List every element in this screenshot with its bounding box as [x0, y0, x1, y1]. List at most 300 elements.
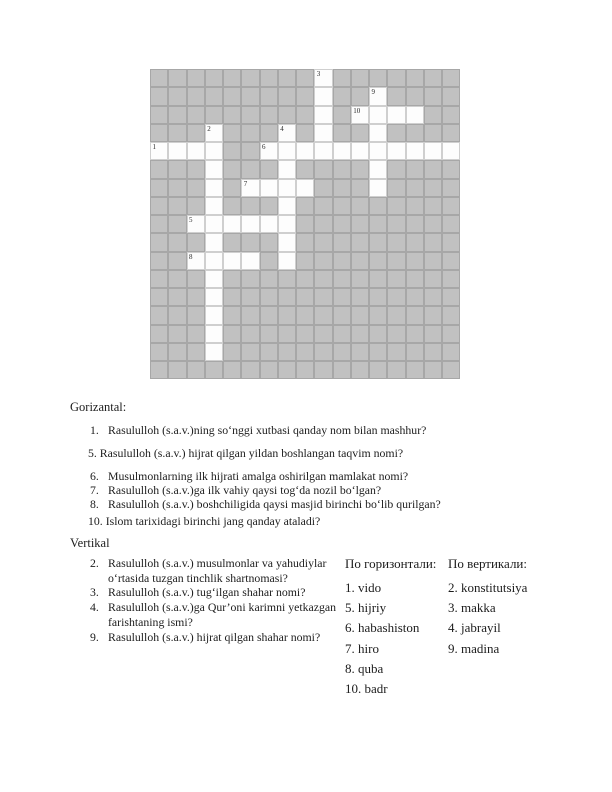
crossword-cell-blocked — [333, 69, 351, 87]
crossword-cell-blocked — [406, 124, 424, 142]
crossword-cell-blocked — [150, 124, 168, 142]
crossword-cell-blocked — [168, 179, 186, 197]
crossword-cell-blocked — [387, 215, 405, 233]
crossword-cell-blocked — [260, 361, 278, 379]
crossword-cell-blocked — [278, 288, 296, 306]
crossword-cell-blocked — [187, 233, 205, 251]
crossword-cell-blocked — [150, 106, 168, 124]
crossword-cell-blocked — [369, 288, 387, 306]
crossword-cell-blocked — [442, 361, 460, 379]
crossword-cell-blocked — [241, 306, 259, 324]
crossword-cell-open — [205, 252, 223, 270]
question — [90, 423, 510, 437]
crossword-cell-open — [223, 252, 241, 270]
question — [90, 469, 510, 483]
crossword-cell-blocked — [351, 197, 369, 215]
crossword-cell-blocked — [442, 343, 460, 361]
crossword-cell-blocked — [150, 325, 168, 343]
crossword-cell-blocked — [187, 69, 205, 87]
crossword-cell-blocked — [314, 160, 332, 178]
crossword-cell-blocked — [333, 106, 351, 124]
crossword-clue-number: 8 — [189, 252, 193, 261]
crossword-cell-blocked — [241, 233, 259, 251]
crossword-cell-open — [314, 124, 332, 142]
crossword-cell-blocked — [369, 270, 387, 288]
answer-key-down-list — [448, 580, 566, 656]
crossword-cell-open — [241, 179, 259, 197]
crossword-cell-blocked — [387, 306, 405, 324]
crossword-cell-open — [205, 343, 223, 361]
answer-item: 4. jabrayil — [448, 620, 501, 636]
crossword-cell-blocked — [241, 106, 259, 124]
crossword-cell-blocked — [150, 270, 168, 288]
crossword-cell-blocked — [406, 215, 424, 233]
answer-item: 9. madina — [448, 640, 500, 656]
crossword-cell-blocked — [187, 124, 205, 142]
crossword-cell-blocked — [314, 233, 332, 251]
crossword-cell-blocked — [406, 288, 424, 306]
crossword-cell-blocked — [333, 270, 351, 288]
crossword-cell-open — [260, 215, 278, 233]
crossword-cell-blocked — [351, 87, 369, 105]
crossword-cell-blocked — [260, 343, 278, 361]
crossword-cell-blocked — [223, 142, 241, 160]
crossword-clue-number: 10 — [353, 106, 361, 115]
crossword-cell-blocked — [406, 343, 424, 361]
crossword-cell-blocked — [314, 288, 332, 306]
crossword-cell-blocked — [351, 69, 369, 87]
crossword-cell-blocked — [424, 288, 442, 306]
crossword-cell-blocked — [314, 197, 332, 215]
crossword-cell-open — [205, 215, 223, 233]
crossword-cell-blocked — [223, 270, 241, 288]
crossword-cell-open — [314, 106, 332, 124]
crossword-cell-blocked — [168, 306, 186, 324]
crossword-cell-open — [241, 215, 259, 233]
crossword-cell-blocked — [442, 87, 460, 105]
crossword-cell-blocked — [223, 124, 241, 142]
crossword-cell-blocked — [387, 343, 405, 361]
crossword-cell-blocked — [333, 252, 351, 270]
crossword-cell-blocked — [369, 343, 387, 361]
crossword-cell-blocked — [387, 179, 405, 197]
crossword-cell-open — [387, 106, 405, 124]
crossword-cell-blocked — [296, 343, 314, 361]
crossword-cell-blocked — [351, 361, 369, 379]
crossword-cell-blocked — [442, 179, 460, 197]
crossword-cell-open — [278, 252, 296, 270]
crossword-cell-open — [205, 197, 223, 215]
horizontal-section-heading: Gorizantal: — [70, 400, 127, 414]
crossword-cell-blocked — [387, 252, 405, 270]
crossword-cell-open — [205, 233, 223, 251]
crossword-cell-open — [223, 215, 241, 233]
crossword-cell-blocked — [351, 270, 369, 288]
crossword-cell-blocked — [296, 252, 314, 270]
crossword-cell-blocked — [187, 87, 205, 105]
crossword-cell-open — [296, 179, 314, 197]
crossword-cell-blocked — [314, 343, 332, 361]
crossword-cell-blocked — [296, 233, 314, 251]
crossword-cell-blocked — [387, 361, 405, 379]
crossword-cell-blocked — [168, 124, 186, 142]
crossword-cell-blocked — [406, 361, 424, 379]
crossword-cell-blocked — [205, 106, 223, 124]
crossword-cell-blocked — [205, 69, 223, 87]
crossword-cell-blocked — [406, 325, 424, 343]
crossword-cell-open — [278, 142, 296, 160]
crossword-cell-blocked — [333, 197, 351, 215]
crossword-cell-open — [205, 124, 223, 142]
crossword-cell-blocked — [369, 325, 387, 343]
crossword-cell-blocked — [168, 160, 186, 178]
crossword-cell-open — [278, 215, 296, 233]
crossword-cell-blocked — [205, 361, 223, 379]
crossword-cell-blocked — [369, 215, 387, 233]
crossword-cell-blocked — [387, 270, 405, 288]
crossword-cell-blocked — [424, 270, 442, 288]
crossword-cell-blocked — [241, 87, 259, 105]
question — [90, 483, 510, 497]
crossword-clue-number: 7 — [243, 179, 248, 188]
crossword-cell-blocked — [442, 306, 460, 324]
crossword-cell-blocked — [424, 106, 442, 124]
crossword-cell-open — [168, 142, 186, 160]
crossword-cell-blocked — [241, 69, 259, 87]
vertical-section-heading: Vertikal — [70, 536, 110, 550]
crossword-cell-blocked — [351, 233, 369, 251]
crossword-cell-blocked — [223, 106, 241, 124]
answer-key-down-title: По вертикали: — [448, 556, 527, 571]
crossword-cell-blocked — [241, 343, 259, 361]
answer-item: 10. badr — [345, 681, 388, 697]
crossword-cell-blocked — [424, 252, 442, 270]
crossword-cell-blocked — [296, 87, 314, 105]
crossword-cell-blocked — [406, 197, 424, 215]
vertical-questions — [90, 556, 348, 644]
crossword-cell-blocked — [278, 325, 296, 343]
crossword-cell-blocked — [442, 106, 460, 124]
crossword-cell-blocked — [333, 160, 351, 178]
crossword-cell-blocked — [168, 343, 186, 361]
crossword-cell-blocked — [241, 142, 259, 160]
crossword-cell-blocked — [223, 306, 241, 324]
crossword-cell-open — [278, 233, 296, 251]
crossword-cell-blocked — [296, 361, 314, 379]
crossword-cell-blocked — [351, 124, 369, 142]
crossword-cell-blocked — [223, 233, 241, 251]
crossword-cell-blocked — [333, 288, 351, 306]
crossword-cell-open — [369, 160, 387, 178]
crossword-cell-blocked — [223, 69, 241, 87]
crossword-cell-blocked — [387, 325, 405, 343]
crossword-cell-blocked — [205, 87, 223, 105]
crossword-cell-blocked — [369, 306, 387, 324]
answer-key-across-list — [345, 580, 445, 697]
crossword-cell-blocked — [150, 215, 168, 233]
crossword-cell-blocked — [223, 87, 241, 105]
crossword-cell-blocked — [260, 87, 278, 105]
crossword-cell-blocked — [424, 69, 442, 87]
crossword-cell-blocked — [333, 124, 351, 142]
crossword-cell-open — [278, 124, 296, 142]
question-number: 3. — [90, 585, 99, 600]
question-number: 9. — [90, 629, 99, 644]
crossword-cell-open — [241, 252, 259, 270]
crossword-cell-blocked — [387, 233, 405, 251]
crossword-cell-blocked — [168, 288, 186, 306]
crossword-cell-blocked — [296, 197, 314, 215]
crossword-cell-open — [314, 69, 332, 87]
crossword-cell-blocked — [187, 106, 205, 124]
crossword-cell-open — [351, 106, 369, 124]
question-text: Rasululloh (s.a.v.)ga ilk vahiy qaysi tog‘da nozil bo‘lgan? — [108, 483, 382, 497]
crossword-cell-blocked — [424, 343, 442, 361]
crossword-cell-blocked — [241, 325, 259, 343]
crossword-cell-blocked — [351, 306, 369, 324]
crossword-cell-open — [278, 197, 296, 215]
crossword-cell-open — [187, 142, 205, 160]
crossword-cell-blocked — [369, 69, 387, 87]
crossword-clue-number: 3 — [316, 70, 321, 78]
crossword-cell-open — [278, 160, 296, 178]
crossword-cell-blocked — [369, 252, 387, 270]
crossword-cell-blocked — [260, 270, 278, 288]
crossword-cell-blocked — [296, 124, 314, 142]
crossword-cell-blocked — [424, 197, 442, 215]
question-text: Rasululloh (s.a.v.) boshchiligida qaysi masjid birinchi bo‘lib qurilgan? — [108, 497, 441, 511]
crossword-cell-blocked — [296, 288, 314, 306]
crossword-cell-blocked — [260, 288, 278, 306]
crossword-cell-blocked — [333, 179, 351, 197]
crossword-cell-open — [205, 325, 223, 343]
crossword-cell-blocked — [351, 288, 369, 306]
crossword-cell-blocked — [187, 306, 205, 324]
crossword-cell-blocked — [387, 124, 405, 142]
crossword-cell-blocked — [314, 179, 332, 197]
crossword-cell-blocked — [387, 160, 405, 178]
answer-item: 7. hiro — [345, 640, 379, 656]
crossword-cell-blocked — [387, 69, 405, 87]
answer-item: 5. hijriy — [345, 599, 387, 615]
crossword-cell-blocked — [333, 325, 351, 343]
crossword-cell-blocked — [424, 160, 442, 178]
answer-item: 1. vido — [345, 579, 382, 595]
crossword-cell-blocked — [424, 215, 442, 233]
crossword-clue-number: 9 — [371, 88, 375, 97]
crossword-cell-open — [150, 142, 168, 160]
crossword-cell-blocked — [223, 197, 241, 215]
crossword-cell-open — [369, 142, 387, 160]
crossword-cell-blocked — [387, 288, 405, 306]
crossword-cell-blocked — [150, 233, 168, 251]
crossword-cell-open — [406, 106, 424, 124]
crossword-cell-blocked — [187, 179, 205, 197]
crossword-cell-blocked — [223, 325, 241, 343]
crossword-cell-blocked — [278, 87, 296, 105]
crossword-cell-blocked — [223, 160, 241, 178]
question — [90, 630, 348, 645]
crossword-cell-blocked — [387, 197, 405, 215]
question-text: Rasululloh (s.a.v.) hijrat qilgan shahar nomi? — [108, 629, 321, 644]
question-text: Musulmonlarning ilk hijrati amalga oshirilgan mamlakat nomi? — [108, 469, 409, 483]
crossword-cell-blocked — [260, 106, 278, 124]
crossword-cell-blocked — [168, 197, 186, 215]
crossword-cell-blocked — [168, 215, 186, 233]
crossword-cell-open — [314, 142, 332, 160]
question-text: Rasululloh (s.a.v.) musulmonlar va yahudiylar o‘rtasida tuzgan tinchlik shartnomasi? — [108, 556, 327, 585]
crossword-cell-blocked — [241, 124, 259, 142]
crossword-cell-blocked — [223, 288, 241, 306]
answer-item: 2. konstitutsiya — [448, 579, 528, 595]
crossword-cell-blocked — [150, 197, 168, 215]
crossword-cell-blocked — [351, 215, 369, 233]
crossword-cell-open — [205, 142, 223, 160]
crossword-cell-blocked — [406, 233, 424, 251]
crossword-cell-blocked — [406, 69, 424, 87]
crossword-cell-blocked — [260, 325, 278, 343]
crossword-cell-blocked — [442, 288, 460, 306]
crossword-cell-blocked — [442, 124, 460, 142]
crossword-cell-blocked — [442, 233, 460, 251]
crossword-cell-open — [205, 306, 223, 324]
crossword-cell-blocked — [387, 87, 405, 105]
crossword-cell-blocked — [406, 160, 424, 178]
crossword-cell-open — [205, 288, 223, 306]
answer-item: 8. quba — [345, 661, 384, 677]
crossword-cell-blocked — [168, 325, 186, 343]
crossword-cell-blocked — [314, 252, 332, 270]
question: 10. Islom tarixidagi birinchi jang qanday ataladi? — [88, 514, 321, 528]
crossword-cell-blocked — [424, 306, 442, 324]
crossword-cell-blocked — [278, 343, 296, 361]
question-number: 4. — [90, 600, 99, 615]
crossword-cell-blocked — [260, 306, 278, 324]
crossword-clue-number: 5 — [189, 216, 193, 224]
crossword-cell-open — [187, 252, 205, 270]
crossword-cell-open — [260, 142, 278, 160]
crossword-cell-open — [205, 160, 223, 178]
crossword-cell-blocked — [278, 106, 296, 124]
crossword-cell-blocked — [187, 361, 205, 379]
crossword-cell-blocked — [314, 306, 332, 324]
crossword-cell-blocked — [369, 233, 387, 251]
crossword-cell-blocked — [241, 160, 259, 178]
question-number: 7. — [90, 483, 99, 497]
crossword-cell-open — [278, 179, 296, 197]
crossword-cell-blocked — [442, 252, 460, 270]
crossword-cell-blocked — [369, 197, 387, 215]
crossword-clue-number: 2 — [207, 124, 211, 133]
crossword-cell-open — [387, 142, 405, 160]
crossword-cell-blocked — [150, 252, 168, 270]
question-text: Rasululloh (s.a.v.)ning so‘nggi xutbasi qanday nom bilan mashhur? — [108, 423, 427, 437]
crossword-cell-blocked — [351, 179, 369, 197]
crossword-cell-blocked — [442, 325, 460, 343]
crossword-cell-open — [424, 142, 442, 160]
crossword-cell-open — [296, 142, 314, 160]
crossword-cell-blocked — [278, 270, 296, 288]
crossword-cell-blocked — [241, 270, 259, 288]
crossword-cell-open — [351, 142, 369, 160]
crossword-cell-blocked — [314, 270, 332, 288]
horizontal-questions — [90, 423, 510, 528]
answer-item: 6. habashiston — [345, 620, 420, 636]
crossword-cell-blocked — [442, 215, 460, 233]
crossword-cell-blocked — [241, 288, 259, 306]
crossword-cell-blocked — [333, 215, 351, 233]
crossword-cell-blocked — [296, 106, 314, 124]
crossword-cell-blocked — [424, 87, 442, 105]
crossword-cell-blocked — [333, 306, 351, 324]
crossword-cell-blocked — [150, 179, 168, 197]
crossword-cell-blocked — [314, 215, 332, 233]
crossword-cell-blocked — [168, 87, 186, 105]
crossword-cell-blocked — [241, 361, 259, 379]
crossword-cell-blocked — [406, 306, 424, 324]
crossword-cell-blocked — [168, 361, 186, 379]
question-number: 8. — [90, 497, 99, 511]
crossword-cell-blocked — [278, 306, 296, 324]
crossword-cell-blocked — [187, 270, 205, 288]
crossword-cell-blocked — [424, 179, 442, 197]
crossword-grid — [150, 69, 460, 379]
crossword-cell-blocked — [351, 252, 369, 270]
crossword-cell-blocked — [296, 270, 314, 288]
crossword-cell-open — [369, 179, 387, 197]
question — [90, 497, 510, 511]
crossword-cell-blocked — [260, 233, 278, 251]
crossword-cell-blocked — [187, 325, 205, 343]
crossword-cell-open — [205, 270, 223, 288]
crossword-cell-blocked — [187, 160, 205, 178]
crossword-cell-blocked — [442, 69, 460, 87]
crossword-clue-number: 4 — [280, 124, 284, 133]
answer-item: 3. makka — [448, 599, 496, 615]
crossword-cell-open — [187, 215, 205, 233]
crossword-cell-blocked — [406, 270, 424, 288]
crossword-cell-blocked — [260, 124, 278, 142]
crossword-cell-blocked — [223, 179, 241, 197]
crossword-cell-blocked — [406, 87, 424, 105]
crossword-cell-blocked — [278, 69, 296, 87]
crossword-cell-blocked — [333, 361, 351, 379]
crossword-cell-blocked — [314, 361, 332, 379]
crossword-cell-blocked — [150, 306, 168, 324]
question: 5. Rasululloh (s.a.v.) hijrat qilgan yildan boshlangan taqvim nomi? — [88, 446, 404, 460]
crossword-cell-open — [369, 124, 387, 142]
question — [90, 585, 348, 600]
question — [90, 600, 348, 629]
crossword-cell-open — [333, 142, 351, 160]
crossword-cell-blocked — [314, 325, 332, 343]
question-number: 6. — [90, 469, 99, 483]
question-text: Rasululloh (s.a.v.) tug‘ilgan shahar nomi? — [108, 585, 306, 600]
crossword-cell-open — [260, 179, 278, 197]
crossword-cell-blocked — [223, 361, 241, 379]
crossword-cell-blocked — [241, 197, 259, 215]
crossword-clue-number: 6 — [262, 143, 266, 151]
crossword-cell-blocked — [333, 343, 351, 361]
crossword-cell-blocked — [406, 179, 424, 197]
crossword-cell-blocked — [369, 361, 387, 379]
answer-key-across-title: По горизонтали: — [345, 556, 437, 571]
crossword-cell-open — [369, 87, 387, 105]
crossword-cell-open — [442, 142, 460, 160]
crossword-cell-blocked — [168, 270, 186, 288]
question-text: Rasululloh (s.a.v.)ga Qur’oni karimni yetkazgan farishtaning ismi? — [108, 600, 337, 629]
question-number: 1. — [90, 423, 99, 437]
